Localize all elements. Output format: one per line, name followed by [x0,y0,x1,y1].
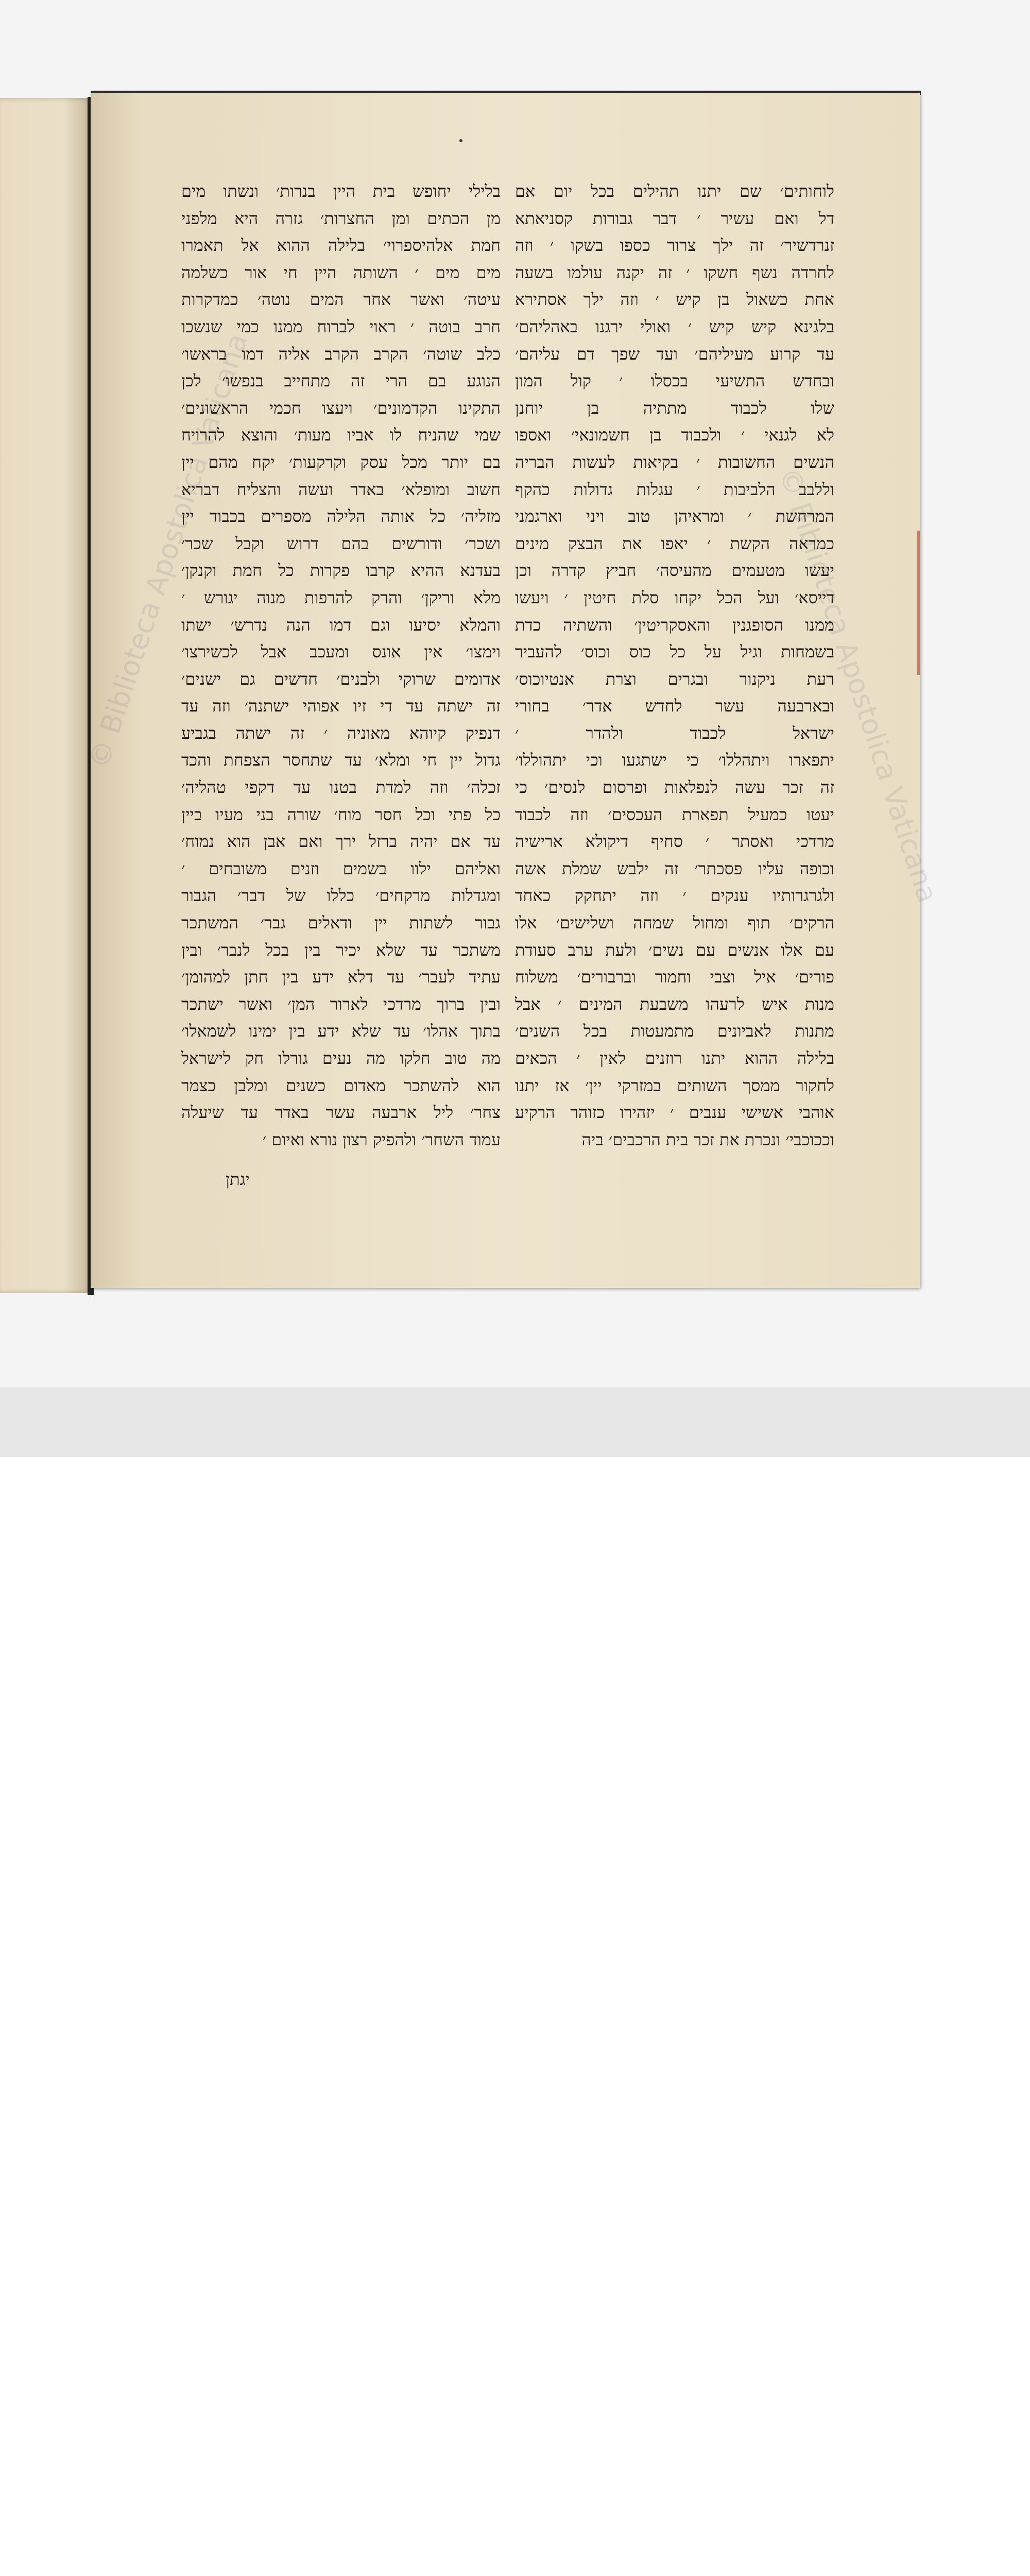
text-line: יעטו כמעיל תפארת העכסים׳ וזה לכבוד [515,804,834,824]
text-line: זכלה׳ וזה למדת בטנו עד דקפי טהליה׳ [181,777,501,798]
text-line: מן הכתים ומן החצרות׳ גזרה היא מלפני [181,208,501,228]
text-line: שלו לכבוד מתתיה בן יוחנן [515,398,834,418]
text-line: בם יותר מכל עסק וקרקעות׳ יקח מהם יין [181,452,501,472]
text-line: מתנות לאביונים מתמעטות בכל השנים׳ [515,1021,834,1041]
text-line: גבור לשתות יין ודאלים גבר׳ המשתכר [181,913,501,933]
text-line: אחת כשאול בן קיש ׳ וזה ילך אסתירא [515,290,834,310]
text-line: ממנו הסופגנין והאסקריטין׳ והשתיה כדת [515,615,834,635]
text-line: ושכר׳ ודורשים בהם דרוש וקבל שכר׳ [181,533,501,553]
text-line: זנרדשיר׳ זה ילך צרור כספו בשקו ׳ וזה [515,235,834,256]
text-line: כלב שוטה׳ הקרב הקרב אליה דמו בראשו׳ [181,344,501,364]
text-line: הרקים׳ תוף ומחול שמחה ושלישים׳ אלו [515,913,834,933]
text-line: חמת אלהיספרוי׳ בלילה ההוא אל תאמרו [181,235,501,256]
text-line: זה זכר עשה לנפלאות ופרסום לנסים׳ כי [515,777,834,798]
text-line: שמי שהניח לו אביו מעות׳ והוצא להרויח [181,425,501,445]
text-line: הנשים החשובות ׳ בקיאות לעשות הבריה [515,452,834,472]
text-line: ואליהם ילוו בשמים וזנים משובחים ׳ [181,858,501,878]
text-line: פורים׳ איל וצבי וחמור וברבורים׳ משלוח [515,967,834,987]
text-line: עם אלו אנשים עם נשים׳ ולעת ערב סעודת [515,940,834,960]
text-line: בעדנא ההיא קרבו פקרות כל חמת וקנקן׳ [181,561,501,581]
text-line: ובין ברוך מרדכי לארור המן׳ ואשר ישתכר [181,994,501,1014]
text-line: זה ישתה עד די זיו אפוהי ישתנה׳ וזה עד [181,696,501,716]
text-line: לא לגנאי ׳ ולכבוד בן חשמונאי׳ ואספו [515,425,834,445]
text-line: עד אם יהיה ברזל ירך ואם אבן הוא נמוח׳ [181,832,501,852]
text-line: מרדכי ואסתר ׳ סחיף דיקולא ארישיה [515,832,834,852]
text-line: מים מים ׳ השותה היין חי אור כשלמה [181,262,501,282]
text-line: יתפארו ויתהללו׳ כי ישתגעו וכי יתהוללו׳ [515,750,834,770]
text-line: והמלא יסיעו וגם דמו הנה נדרש׳ ישתו [181,615,501,635]
text-line: דנפיק קיוהא מאוניה ׳ זה ישתה בגביע [181,723,501,743]
copyright-footer [0,1387,1030,1457]
text-line: גדול יין חי ומלא׳ עד שתחסר הצפחת והכד [181,750,501,770]
text-line: מזליה׳ כל אותה הלילה מספרים בכבוד יין [181,506,501,527]
text-line: וכופה עליו פסכתר׳ זה ילבש שמלת אשה [515,858,834,878]
text-line: כמראה הקשת ׳ יאפו את הבצק מינים [515,533,834,553]
text-line: התקינו הקדמונים׳ ויעצו חכמי הראשונים׳ [181,398,501,418]
text-line: ומגדלות מרקחים׳ כללו של דבר׳ הגבור [181,886,501,906]
previous-page-edge [0,98,92,1293]
text-line: צחר׳ ליל ארבעה עשר באדר עד שיעלה [181,1103,501,1123]
text-line: אוהבי אשישי ענבים ׳ יזהירו כזוהר הרקיע [515,1103,834,1123]
text-line: בתוך אהלו׳ עד שלא ידע בין ימינו לשמאלו׳ [181,1021,501,1041]
text-line: המרחשת ׳ ומראיהן טוב ויני וארגמני [515,506,834,527]
ink-dot [459,139,462,142]
text-line: חרב בוטה ׳ ראוי לברוח ממנו כמי שנשכו [181,316,501,336]
catchword: יגתן [226,1170,250,1189]
text-line: לחרדה נשף חשקו ׳ זה יקנה עולמו בשעה [515,262,834,282]
text-line: מה טוב חלקו מה נעים גורלו חק לישראל [181,1048,501,1068]
text-line: כל פתי וכל חסר מוח׳ שורה בני מעיו ביין [181,804,501,824]
text-line: משתכר עד שלא יכיר בין בכל לנבר׳ ובין [181,940,501,960]
text-line: עד קרוע מעיליהם׳ ועד שפך דם עליהם׳ [515,344,834,364]
text-line: רעת ניקנור ובגרים וצרת אנטיוכוס׳ [515,669,834,689]
text-line: עיטה׳ ואשר אחר המים נוטה׳ כמדקרות [181,290,501,310]
text-line: עמוד השחר׳ ולהפיק רצון נורא ואיום ׳ [262,1129,501,1149]
text-line: מלא וריקן׳ והרק להרפות מנוה יגורש ׳ [181,587,501,607]
text-line: וללבב הלביבות ׳ עגלות גדולות כהקף [515,479,834,499]
text-line: דייסא׳ ועל הכל יקחו סלת חיטין ׳ ויעשו [515,587,834,607]
text-line: עתיד לעבר׳ עד דלא ידע בין חתן למהומן׳ [181,967,501,987]
text-line: בלגינא קיש קיש ׳ ואולי ירגנו באהליהם׳ [515,316,834,336]
text-line: מנות איש לרעהו משבעת המינים ׳ אבל [515,994,834,1014]
text-line: וככוכבי׳ ונכרת את זכר בית הרכבים׳ ביה [581,1129,834,1149]
text-line: אדומים שרוקי ולבנים׳ חדשים גם ישנים׳ [181,669,501,689]
text-line: ובחדש התשיעי בכסלו ׳ קול המון [515,371,834,391]
text-line: ולגרגרותיו ענקים ׳ וזה יתחקק כאחד [515,886,834,906]
page-red-edge [917,531,920,675]
text-line: לחקור ממסך השותים במזרקי יין׳ אז יתנו [515,1075,834,1095]
text-line: בשמחות וגיל על כל כוס וכוס׳ להעביר [515,642,834,662]
left-text-column [181,178,501,1153]
text-line: דל ואם עשיר ׳ דבר גבורות קסניאתא [515,208,834,228]
text-line: ובארבעה עשר לחדש אדר׳ בחורי [515,696,834,716]
text-line: יעשו מטעמים מהעיסה׳ חביץ קדרה וכן [515,561,834,581]
text-line: חשוב ומופלא׳ באדר ועשה והצליח דבריא [181,479,501,499]
text-line: בלילה ההוא יתנו רוזנים לאין ׳ הכאים [515,1048,834,1068]
text-line: בלילי יחופש בית היין בנרות׳ ונשתו מים [181,181,501,201]
text-line: ישראל לכבוד ולהדר ׳ [515,723,834,743]
text-line: לוחותים׳ שם יתנו תהילים בכל יום אם [515,181,834,201]
right-text-column [515,178,834,1153]
text-line: וימצו׳ אין אונס ומעכב אבל לכשירצו׳ [181,642,501,662]
text-line: הוא להשתכר מאדום כשנים ומלבן כצמר [181,1075,501,1095]
text-line: הנוגע בם הרי זה מתחייב בנפשו׳ לכן [181,371,501,391]
